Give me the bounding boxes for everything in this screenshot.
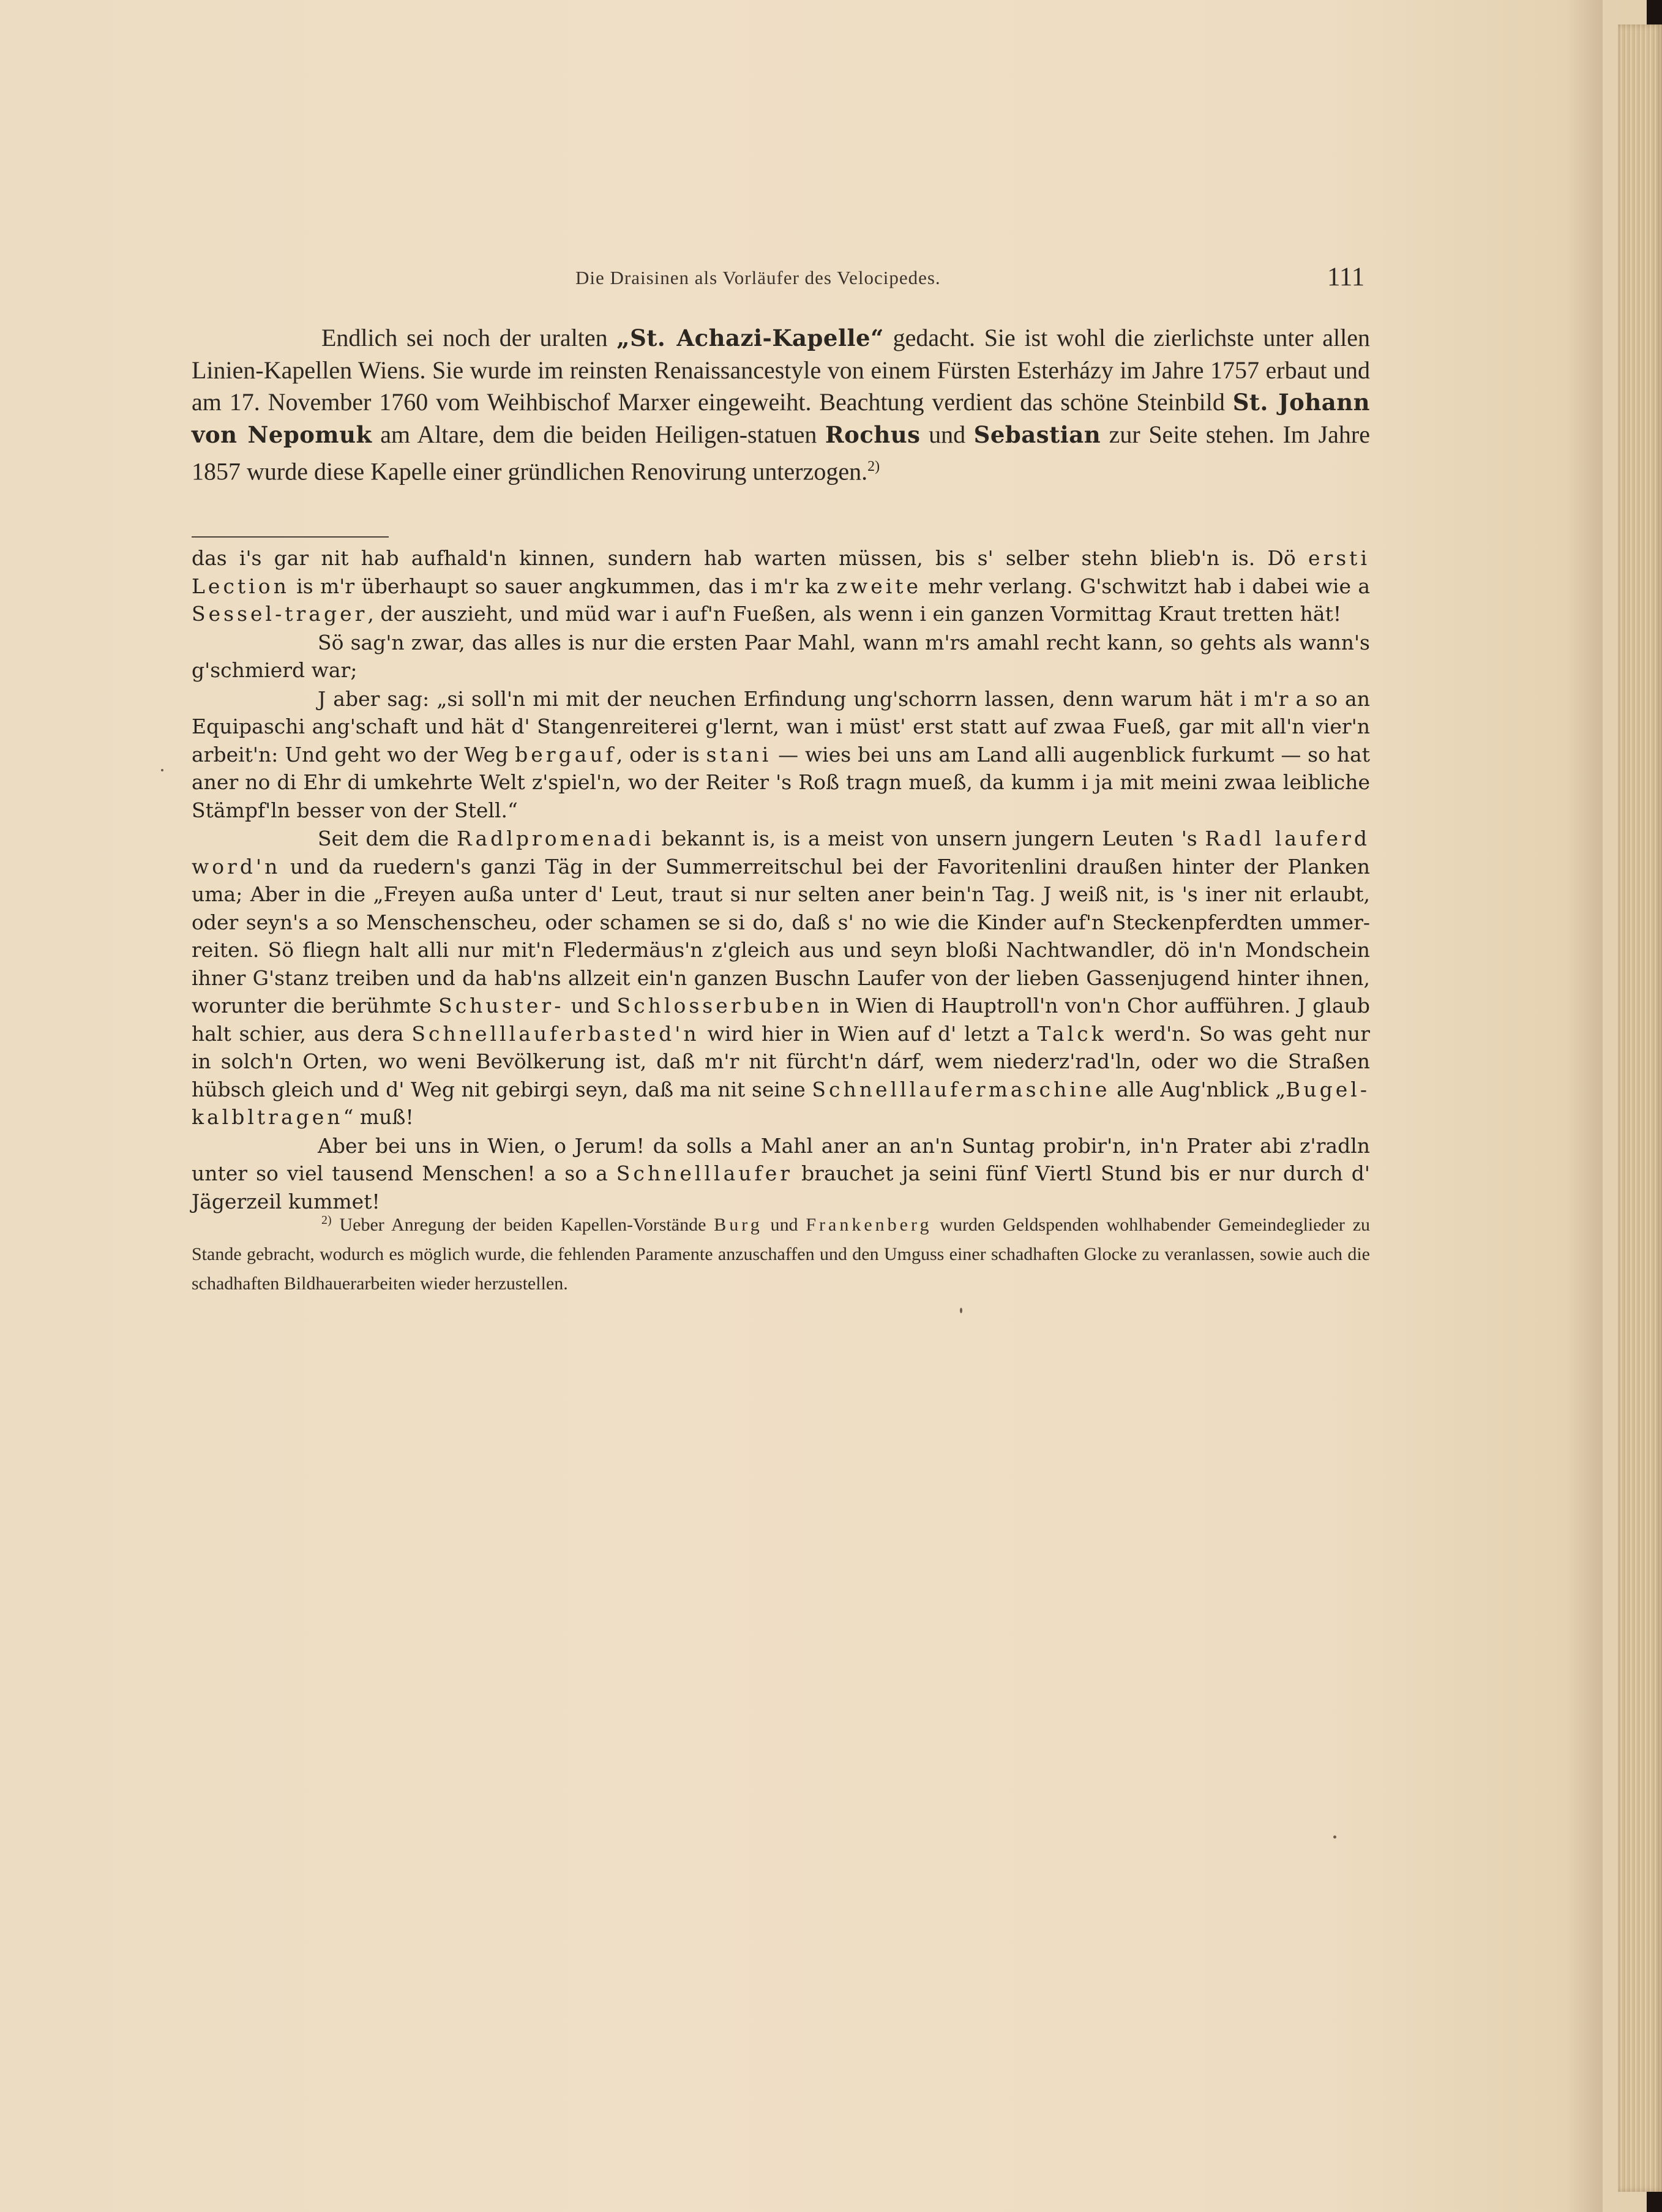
footnote-reference: 2) bbox=[867, 459, 880, 474]
running-title: Die Draisinen als Vorläufer des Velocipedes. bbox=[575, 267, 941, 288]
text-run: is m'r überhaupt so sauer angkummen, das i m'r ka bbox=[289, 574, 837, 598]
quote-paragraph bbox=[192, 544, 1370, 628]
text-run: Ueber Anregung der beiden Kapellen-Vorstände bbox=[331, 1215, 714, 1235]
spaced-text: ersti Lection bbox=[192, 546, 1370, 598]
spaced-text: Schuster- bbox=[438, 994, 564, 1018]
spaced-text: Talck bbox=[1037, 1021, 1107, 1046]
spaced-text: zweite bbox=[836, 574, 922, 598]
text-run: das i's gar nit hab aufhald'n kinnen, sundern hab warten müssen, bis s' selber stehn blieb'n is. Dö bbox=[192, 546, 1308, 570]
spaced-text: Radlpromenadi bbox=[456, 827, 654, 850]
text-run: und bbox=[564, 994, 617, 1018]
fraktur-name-kapelle: „St. Achazi-Kapelle“ bbox=[616, 324, 884, 351]
book-page-edges bbox=[1618, 24, 1662, 2192]
gutter-shadow bbox=[1566, 0, 1603, 2212]
text-run: J aber sag: „si soll'n mi mit der neuchen Erfindung ung'schorrn lassen, denn warum hät i m'r a so an Equipaschi ang'schaft und hät d' Stangenreiterei g'lernt, wan i müst' erst statt auf zwaa Fueß, gar mit all'n vier'n arbeit'n: Und geht wo der Weg bbox=[192, 686, 1370, 767]
spaced-text: Bugel-kalbltragen bbox=[192, 1077, 1370, 1129]
dialect-quote bbox=[192, 544, 1370, 1215]
fraktur-name-rochus: Rochus bbox=[825, 421, 921, 448]
spaced-text: Schlosserbuben bbox=[616, 994, 823, 1018]
spaced-text: stani bbox=[706, 742, 772, 767]
text-run: alle Aug'nblick „ bbox=[1110, 1077, 1286, 1101]
spaced-text: Schnelllaufer bbox=[616, 1161, 793, 1185]
text-run: Aber bei uns in Wien, o Jerum! da solls a Mahl aner an an'n Suntag probir'n, in'n Prater abi z'radln unter so viel tausend Menschen! a so a bbox=[192, 1133, 1370, 1185]
text-run: , der auszieht, und müd war i auf'n Fueßen, als wenn i ein ganzen Vormittag Kraut tretten hät! bbox=[367, 602, 1342, 626]
separator-rule bbox=[192, 536, 389, 538]
text-run: zur Seite stehen. Im Jahre 1857 wurde diese Kapelle einer gründlichen Renovirung unterzogen. bbox=[192, 420, 1371, 486]
text-run: — wies bei uns am Land alli augenblick furkumt — so hat aner no di Ehr di umkehrte Welt z'spiel'n, wo der Reiter 's Roß tragn mueß, da kumm i ja mit meini zwaa leibliche Stämpf'ln besser von der Stell.“ bbox=[192, 742, 1370, 822]
text-run: “ muß! bbox=[343, 1105, 414, 1129]
main-paragraph bbox=[192, 322, 1370, 488]
quote-paragraph: Sö sag'n zwar, das alles is nur die ersten Paar Mahl, wann m'rs amahl recht kann, so gehts als wann's g'schmierd war; bbox=[192, 630, 1370, 682]
text-run: bekannt is, is a meist von unsern jungern Leuten 's bbox=[654, 827, 1205, 850]
text-run: und da ruedern's ganzi Täg in der Summerreitschul bei der Favoritenlini draußen hinter der Planken uma; Aber in die „Freyen außa unter d' Leut, traut si nur selten aner bein'n Tag. J weiß nit, is 's iner nit erlaubt, oder seyn's a so Menschenscheu, oder schamen se si do, daß s' no wie die Kinder auf'n Steckenpferdten ummer-reiten. Sö fliegn halt alli nur mit'n Fledermäus'n z'gleich aus und seyn bloßi Nachtwandler, dö in'n Mondschein ihner G'stanz treiben und da hab'ns allzeit ein'n ganzen Buschn Laufer von der lieben Gassenjugend hinter ihnen, worunter die berühmte bbox=[192, 854, 1370, 1018]
quote-paragraph bbox=[192, 1132, 1370, 1216]
spaced-text: Burg bbox=[714, 1215, 763, 1235]
text-run: Endlich sei noch der uralten bbox=[321, 324, 617, 351]
text-run: werd'n. So was geht nur in solch'n Orten, wo weni Bevölkerung ist, daß m'r nit fürcht'n dárf, wem niederz'rad'ln, oder wo die Straßen hübsch gleich und d' Weg nit gebirgi seyn, daß ma nit seine bbox=[192, 1021, 1370, 1101]
footnote-mark: 2) bbox=[321, 1213, 332, 1227]
page-number: 111 bbox=[1327, 263, 1365, 291]
text-run: in Wien di Hauptroll'n von'n Chor aufführen. J glaub halt schier, aus dera bbox=[192, 994, 1370, 1046]
text-run: mehr verlang. G'schwitzt hab i dabei wie a bbox=[921, 574, 1370, 598]
footnote bbox=[192, 1205, 1370, 1299]
text-run: und bbox=[920, 420, 974, 448]
spaced-text: Sessel-trager bbox=[192, 602, 368, 626]
paper-speck bbox=[161, 769, 163, 771]
text-run: am Altare, dem die beiden Heiligen-statuen bbox=[372, 420, 825, 448]
paper-speck bbox=[960, 1308, 962, 1313]
fraktur-name-sebastian: Sebastian bbox=[973, 421, 1101, 448]
spaced-text: Frankenberg bbox=[806, 1215, 932, 1235]
text-run: , oder is bbox=[616, 742, 706, 767]
quote-paragraph bbox=[192, 825, 1370, 1131]
quote-paragraph bbox=[192, 685, 1370, 825]
spaced-text: bergauf bbox=[515, 742, 616, 767]
fraktur-name-nepomuk: St. Johann von Nepomuk bbox=[192, 389, 1371, 448]
spaced-text: Schnelllauferbasted'n bbox=[411, 1021, 700, 1046]
text-run: wird hier in Wien auf d' letzt a bbox=[699, 1021, 1038, 1046]
text-run: brauchet ja seini fünf Viertl Stund bis er nur durch d' Jägerzeil kummet! bbox=[192, 1161, 1370, 1213]
text-run: und bbox=[762, 1215, 806, 1235]
text-run: wurden Geldspenden wohlhabender Gemeindeglieder zu Stande gebracht, wodurch es möglich wurde, die fehlenden Paramente anzuschaffen und den Umguss einer schadhaften Glocke zu veranlassen, sowie auch die schadhaften Bildhauerarbeiten wieder herzustellen. bbox=[192, 1215, 1371, 1294]
paper-speck bbox=[1333, 1835, 1336, 1839]
text-run: Seit dem die bbox=[318, 827, 457, 850]
text-run: gedacht. Sie ist wohl die zierlichste unter allen Linien-Kapellen Wiens. Sie wurde im reinsten Renaissancestyle von einem Fürsten Esterházy im Jahre 1757 erbaut und am 17. November 1760 vom Weihbischof Marxer eingeweiht. Beachtung verdient das schöne Steinbild bbox=[192, 324, 1371, 416]
spaced-text: Radl lauferd word'n bbox=[192, 827, 1370, 879]
spaced-text: Schnelllaufermaschine bbox=[812, 1077, 1110, 1101]
